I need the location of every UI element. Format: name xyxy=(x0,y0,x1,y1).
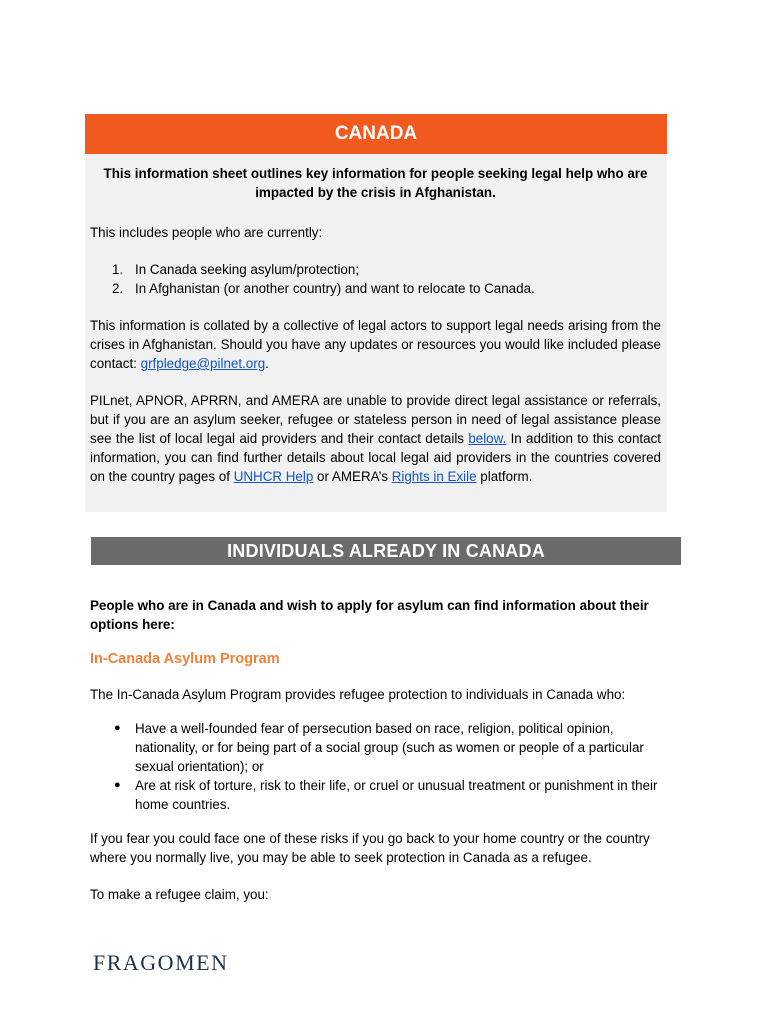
pilnet-text-1: PILnet, APNOR, APRRN, and AMERA are unable to provide direct legal assistance or referrals, but if you are an asylum seeker, refugee or stateless person in need of legal assistance please see the list of local legal aid providers and their contact details xyxy=(90,393,661,446)
contact-email-link[interactable]: grfpledge@pilnet.org xyxy=(140,356,266,371)
list-item-text: In Canada seeking asylum/protection; xyxy=(135,262,360,277)
list-number: 1. xyxy=(112,262,124,277)
bullet-list xyxy=(90,719,680,814)
collated-end: . xyxy=(265,356,269,371)
country-banner xyxy=(85,114,667,154)
fragomen-logo: FRAGOMEN xyxy=(93,950,229,975)
list-item xyxy=(90,279,661,298)
collated-text: This information is collated by a collective of legal actors to support legal needs arising from the crises in Afghanistan. Should you have any updates or resources you would like included please contact: xyxy=(90,318,661,371)
bullet-item xyxy=(90,719,680,776)
list-item-text: In Afghanistan (or another country) and want to relocate to Canada. xyxy=(135,281,535,296)
section-lead: People who are in Canada and wish to apply for asylum can find information about their options here: xyxy=(90,598,649,632)
bullet-icon: ● xyxy=(114,722,121,734)
section-header xyxy=(91,537,681,565)
fear-paragraph: If you fear you could face one of these risks if you go back to your home country or the country where you normally live, you may be able to seek protection in Canada as a refugee. xyxy=(90,831,650,865)
pilnet-text-2: In addition to this contact information, you can find further details about local legal aid providers in the countries covered on the country pages of xyxy=(90,431,661,484)
country-title: CANADA xyxy=(334,123,418,144)
pilnet-text-3: or AMERA’s xyxy=(313,469,392,484)
below-link[interactable]: below. xyxy=(468,431,507,446)
list-number: 2. xyxy=(112,281,124,296)
claim-text: To make a refugee claim, you: xyxy=(90,887,269,902)
program-intro: The In-Canada Asylum Program provides refugee protection to individuals in Canada who: xyxy=(90,687,626,702)
bullet-icon: ● xyxy=(114,779,121,791)
pilnet-text-4: platform. xyxy=(476,469,533,484)
includes-text: This includes people who are currently: xyxy=(90,225,323,240)
list-item xyxy=(90,260,661,279)
unhcr-help-link[interactable]: UNHCR Help xyxy=(233,469,314,484)
collated-paragraph xyxy=(90,316,661,373)
section-title: INDIVIDUALS ALREADY IN CANADA xyxy=(227,541,545,561)
asylum-program-heading: In-Canada Asylum Program xyxy=(90,651,280,667)
pilnet-paragraph xyxy=(90,391,661,486)
intro-heading: This information sheet outlines key information for people seeking legal help who are impacted by the crisis in Afghanistan. xyxy=(103,166,648,200)
rights-in-exile-link[interactable]: Rights in Exile xyxy=(391,469,477,484)
numbered-list xyxy=(90,260,661,298)
bullet-text: Are at risk of torture, risk to their life, or cruel or unusual treatment or punishment in their home countries. xyxy=(135,778,658,812)
bullet-text: Have a well-founded fear of persecution based on race, religion, political opinion, nationality, or for being part of a social group (such as women or people of a particular sexual orientation); or xyxy=(135,721,644,774)
bullet-item xyxy=(90,776,680,814)
